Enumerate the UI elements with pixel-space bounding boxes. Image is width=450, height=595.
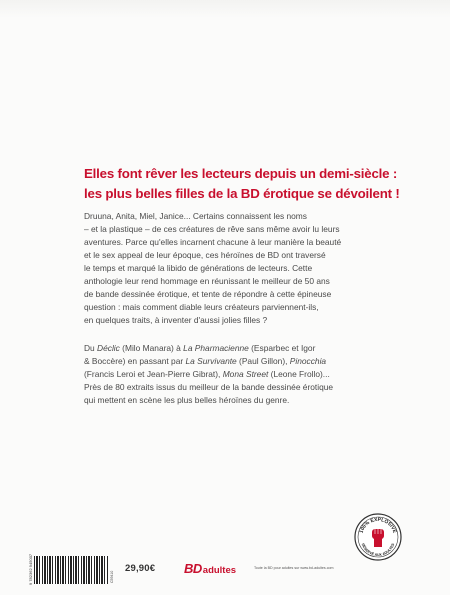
- barcode-digits: 9 782362 945007: [28, 553, 33, 585]
- logo-bd: BD: [184, 561, 202, 576]
- intro-line: et le sex appeal de leur époque, ces héroïnes de BD ont traversé: [84, 250, 326, 260]
- intro-paragraph: [84, 210, 419, 327]
- text-run: (Esparbec et Igor: [248, 343, 316, 353]
- logo-adultes: adultes: [202, 565, 237, 576]
- intro-line: en quelques traits, à inventer d'aussi jolies filles ?: [84, 315, 268, 325]
- explosive-badge-icon: [353, 512, 403, 562]
- intro-line: anthologie leur rend hommage en réunissant le meilleur de 50 ans: [84, 276, 330, 286]
- text-run: (Milo Manara) à: [119, 343, 184, 353]
- badge-top-text: 100% EXPLOSIVE: [358, 516, 398, 534]
- badge-bottom-text: RÉSERVÉ AUX ADULTES: [360, 542, 396, 558]
- text-run: & Boccère) en passant par: [84, 356, 186, 366]
- headline-line-1: Elles font rêver les lecteurs depuis un demi-siècle :: [84, 166, 398, 181]
- price: 29,90€: [125, 563, 156, 574]
- intro-line: – et la plastique – de ces créatures de rêve sans même avoir lu leurs: [84, 224, 340, 234]
- headline: [84, 164, 424, 204]
- title-pinocchia: Pinocchia: [289, 356, 327, 366]
- titles-line: [84, 355, 419, 368]
- intro-line: le temps et marqué la libido de générations de lecteurs. Cette: [84, 263, 313, 273]
- intro-line: de bande dessinée érotique, et tente de répondre à cette épineuse: [84, 289, 332, 299]
- intro-line: aventures. Parce qu'elles incarnent chacune à leur manière la beauté: [84, 237, 342, 247]
- titles-line: [84, 342, 419, 355]
- title-la-pharmacienne: La Pharmacienne: [183, 343, 249, 353]
- text-run: Du: [84, 343, 98, 353]
- titles-paragraph: [84, 342, 419, 407]
- publisher-logo: [184, 561, 236, 575]
- product-code: C59410: [110, 570, 114, 583]
- intro-line: Druuna, Anita, Miel, Janice... Certains connaissent les noms: [84, 211, 307, 221]
- title-declic: Déclic: [97, 343, 120, 353]
- text-run: (Paul Gillon),: [236, 356, 290, 366]
- text-run: (Leone Frollo)...: [268, 369, 330, 379]
- title-la-survivante: La Survivante: [185, 356, 237, 366]
- intro-line: question : mais comment diable leurs créateurs parviennent-ils,: [84, 302, 319, 312]
- title-mona-street: Mona Street: [222, 369, 269, 379]
- titles-line: [84, 368, 419, 381]
- text-run: (Francis Leroi et Jean-Pierre Gibrat),: [84, 369, 223, 379]
- titles-line: Près de 80 extraits issus du meilleur de la bande dessinée érotique: [84, 382, 334, 392]
- publisher-tagline: Toute la BD pour adultes sur www.bd-adultes.com: [254, 566, 334, 570]
- titles-line: qui mettent en scène les plus belles héroïnes du genre.: [84, 395, 290, 405]
- top-edge-shadow: [0, 0, 450, 18]
- barcode-icon: [34, 556, 108, 584]
- headline-line-2: les plus belles filles de la BD érotique se dévoilent !: [84, 186, 400, 201]
